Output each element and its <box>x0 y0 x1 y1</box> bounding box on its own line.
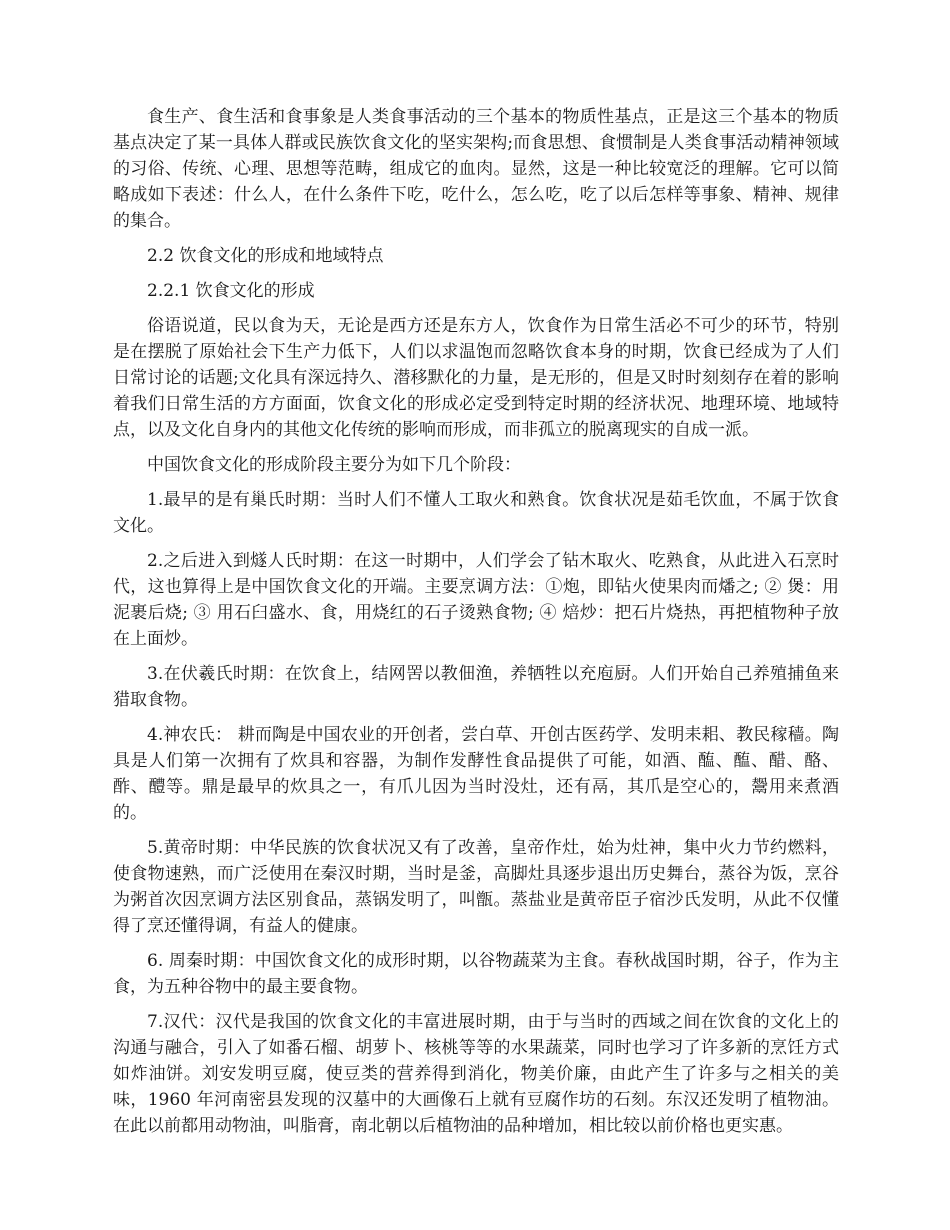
document-page <box>113 104 839 1148</box>
paragraph-stage-2: 2.之后进入到燧人氏时期：在这一时期中，人们学会了钻木取火、吃熟食，从此进入石烹时代，这也算得上是中国饮食文化的开端。主要烹调方法：①炮，即钻火使果肉而燔之; ② 煲：用泥裹后烧; ③ 用石臼盛水、食，用烧红的石子烫熟食物; ④ 焙炒：把石片烧热，再把植物种子放在上面炒。 <box>113 551 839 649</box>
section-heading-2-2: 2.2 饮食文化的形成和地域特点 <box>147 246 384 266</box>
paragraph-stage-5: 5.黄帝时期：中华民族的饮食状况又有了改善，皇帝作灶，始为灶神，集中火力节约燃料，使食物速熟，而广泛使用在秦汉时期，当时是釜，高脚灶具逐步退出历史舞台，蒸谷为饭，烹谷为粥首次因烹调方法区别食品，蒸锅发明了，叫甑。蒸盐业是黄帝臣子宿沙氏发明，从此不仅懂得了烹还懂得调，有益人的健康。 <box>113 838 839 936</box>
paragraph-stage-3: 3.在伏羲氏时期：在饮食上，结网罟以教佃渔，养牺牲以充庖厨。人们开始自己养殖捕鱼来猎取食物。 <box>113 664 839 710</box>
paragraph-stage-7: 7.汉代：汉代是我国的饮食文化的丰富进展时期，由于与当时的西域之间在饮食的文化上的沟通与融合，引入了如番石榴、胡萝卜、核桃等等的水果蔬菜，同时也学习了许多新的烹饪方式如炸油饼。刘安发明豆腐，使豆类的营养得到消化，物美价廉，由此产生了许多与之相关的美味，1960 年河南密县发现的汉墓中的大画像石上就有豆腐作坊的石刻。东汉还发明了植物油。在此以前都用动物油，叫脂膏，南北朝以后植物油的品种增加，相比较以前价格也更实惠。 <box>113 1012 839 1136</box>
subsection-heading-2-2-1: 2.2.1 饮食文化的形成 <box>147 281 315 301</box>
paragraph-stage-4: 4.神农氏： 耕而陶是中国农业的开创者，尝白草、开创古医药学、发明耒耜、教民稼穑。陶具是人们第一次拥有了炊具和容器，为制作发酵性食品提供了可能，如酒、醢、醢、醋、酪、酢、醴等。鼎是最早的炊具之一，有爪儿因为当时没灶，还有鬲，其爪是空心的，鬶用来煮酒的。 <box>113 725 839 823</box>
paragraph-stages-intro: 中国饮食文化的形成阶段主要分为如下几个阶段： <box>147 455 521 475</box>
paragraph-stage-6: 6. 周秦时期：中国饮食文化的成形时期，以谷物蔬菜为主食。春秋战国时期，谷子，作为主食，为五种谷物中的最主要食物。 <box>113 951 839 997</box>
paragraph-food-culture-formation: 俗语说道，民以食为天，无论是西方还是东方人，饮食作为日常生活必不可少的环节，特别是在摆脱了原始社会下生产力低下，人们以求温饱而忽略饮食本身的时期，饮食已经成为了人们日常讨论的话题;文化具有深远持久、潜移默化的力量，是无形的，但是又时时刻刻存在着的影响着我们日常生活的方方面面，饮食文化的形成必定受到特定时期的经济状况、地理环境、地域特点，以及文化自身内的其他文化传统的影响而形成，而非孤立的脱离现实的自成一派。 <box>113 316 839 440</box>
paragraph-stage-1: 1.最早的是有巢氏时期：当时人们不懂人工取火和熟食。饮食状况是茹毛饮血，不属于饮食文化。 <box>113 490 839 536</box>
paragraph-food-definition: 食生产、食生活和食事象是人类食事活动的三个基本的物质性基点，正是这三个基本的物质基点决定了某一具体人群或民族饮食文化的坚实架构;而食思想、食惯制是人类食事活动精神领域的习俗、传统、心理、思想等范畴，组成它的血肉。显然，这是一种比较宽泛的理解。它可以简略成如下表述：什么人，在什么条件下吃，吃什么，怎么吃，吃了以后怎样等事象、精神、规律的集合。 <box>113 107 839 231</box>
